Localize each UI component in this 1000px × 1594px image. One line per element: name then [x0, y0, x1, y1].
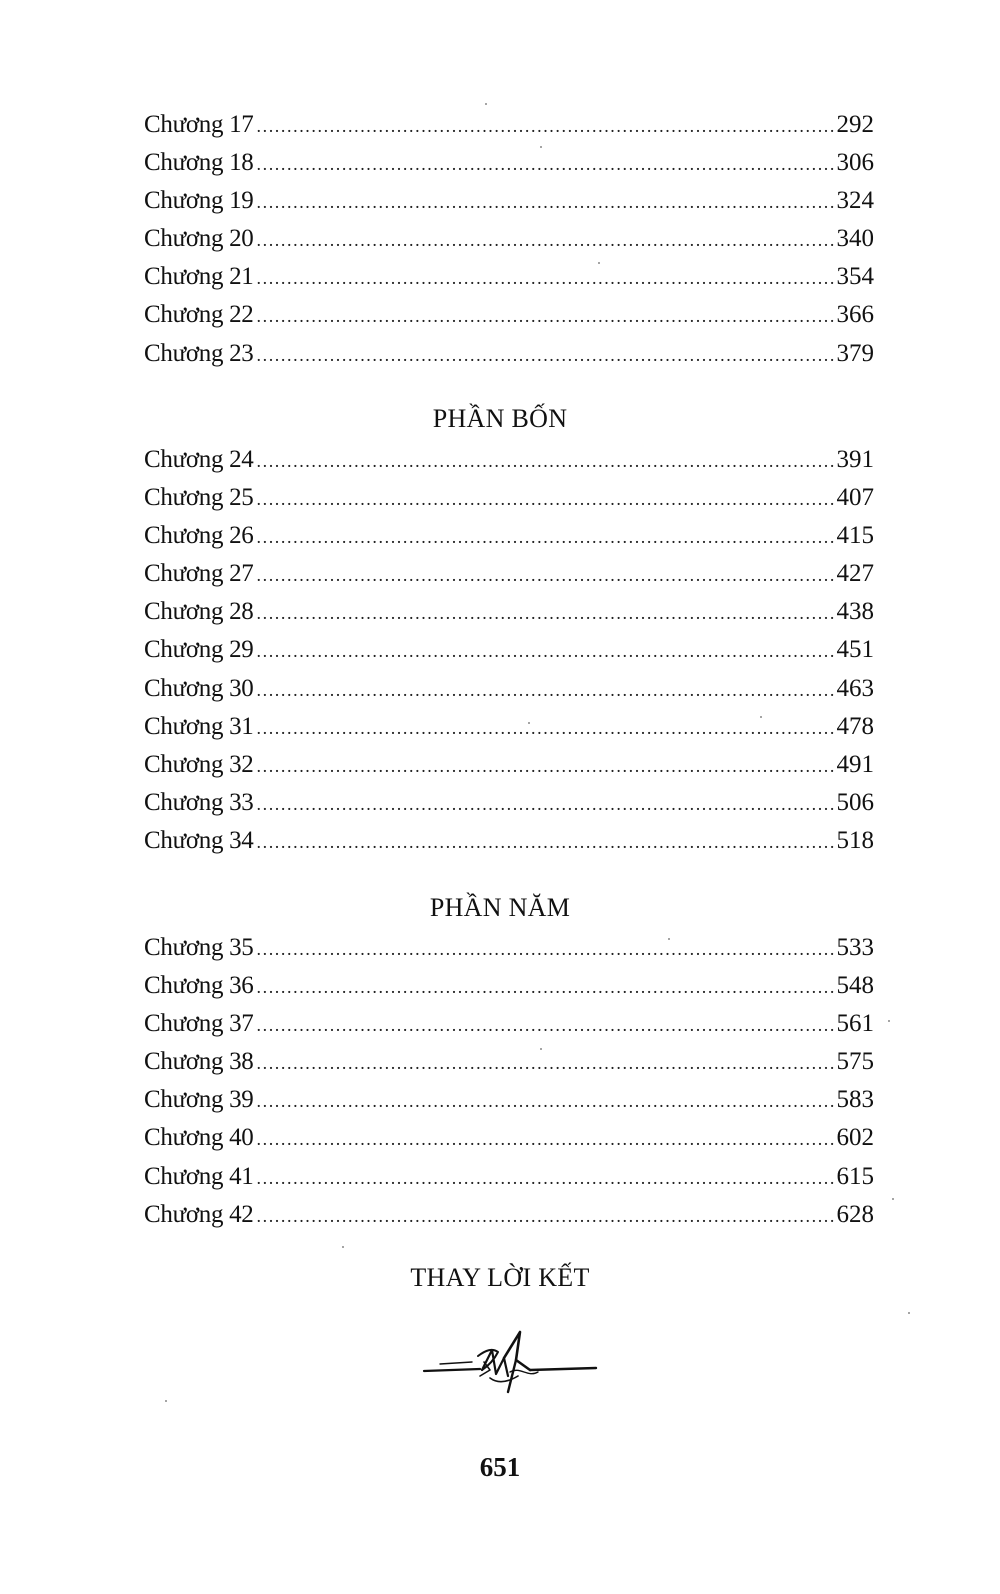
toc-entry[interactable] [144, 258, 874, 296]
toc-entry[interactable] [144, 517, 874, 555]
dot-leader [257, 221, 835, 259]
toc-entry-page: 427 [836, 560, 874, 588]
toc-entry[interactable] [144, 929, 874, 967]
toc-entry-page: 506 [836, 788, 874, 816]
toc-entry-page: 615 [836, 1162, 874, 1190]
dot-leader [257, 145, 835, 183]
toc-entry-label: Chương 32 [144, 750, 254, 778]
dot-leader [257, 1197, 835, 1235]
toc-entry[interactable] [144, 670, 874, 708]
dot-leader [257, 183, 835, 221]
toc-entry[interactable] [144, 335, 874, 373]
ornament-signature-icon [420, 1326, 600, 1396]
toc-entry[interactable] [144, 746, 874, 784]
toc-entry-label: Chương 40 [144, 1124, 254, 1152]
toc-entry-page: 306 [836, 149, 874, 177]
scan-speck [165, 1400, 167, 1402]
dot-leader [257, 785, 835, 823]
toc-entry[interactable] [144, 784, 874, 822]
toc-entry-page: 438 [836, 598, 874, 626]
toc-entry-label: Chương 25 [144, 484, 254, 512]
dot-leader [257, 632, 835, 670]
toc-part-four-list [144, 441, 874, 860]
toc-entry-label: Chương 28 [144, 598, 254, 626]
toc-entry-page: 548 [836, 972, 874, 1000]
dot-leader [257, 518, 835, 556]
dot-leader [257, 336, 835, 374]
toc-entry-label: Chương 39 [144, 1086, 254, 1114]
dot-leader [257, 259, 835, 297]
scan-speck [668, 938, 670, 940]
toc-entry-page: 354 [836, 263, 874, 291]
toc-entry-page: 366 [836, 301, 874, 329]
toc-entry-label: Chương 37 [144, 1010, 254, 1038]
toc-part-five-list [144, 929, 874, 1234]
toc-entry[interactable] [144, 822, 874, 860]
dot-leader [257, 1044, 835, 1082]
toc-entry-page: 292 [836, 111, 874, 138]
dot-leader [257, 1082, 835, 1120]
dot-leader [257, 709, 835, 747]
scan-speck [342, 1246, 344, 1248]
toc-entry-page: 478 [836, 712, 874, 740]
toc-entry-page: 415 [836, 522, 874, 550]
toc-entry-label: Chương 33 [144, 788, 254, 816]
toc-entry-page: 602 [836, 1124, 874, 1152]
page-number: 651 [479, 1452, 521, 1482]
toc-entry-label: Chương 36 [144, 972, 254, 1000]
toc-entry-page: 324 [836, 187, 874, 215]
toc-entry-label: Chương 27 [144, 560, 254, 588]
toc-entry-label: Chương 24 [144, 446, 254, 473]
toc-entry-label: Chương 35 [144, 934, 254, 961]
scan-speck [485, 103, 487, 105]
toc-entry[interactable] [144, 182, 874, 220]
toc-entry[interactable] [144, 1081, 874, 1119]
toc-entry[interactable] [144, 479, 874, 517]
toc-entry[interactable] [144, 967, 874, 1005]
scan-speck [540, 146, 542, 148]
toc-entry-label: Chương 42 [144, 1200, 254, 1228]
dot-leader [257, 442, 835, 480]
toc-entry[interactable] [144, 593, 874, 631]
toc-entry[interactable] [144, 296, 874, 334]
toc-entry-label: Chương 22 [144, 301, 254, 329]
toc-entry[interactable] [144, 220, 874, 258]
toc-entry-label: Chương 26 [144, 522, 254, 550]
afterword-heading: THAY LỜI KẾT [410, 1263, 590, 1292]
toc-entry-label: Chương 21 [144, 263, 254, 291]
toc-entry[interactable] [144, 1158, 874, 1196]
dot-leader [257, 747, 835, 785]
dot-leader [257, 594, 835, 632]
toc-entry[interactable] [144, 144, 874, 182]
toc-entry-label: Chương 41 [144, 1162, 254, 1190]
dot-leader [257, 930, 835, 968]
toc-entry-page: 628 [836, 1200, 874, 1228]
dot-leader [257, 1159, 835, 1197]
toc-entry-label: Chương 30 [144, 674, 254, 702]
scan-speck [760, 716, 762, 718]
toc-entry-page: 407 [836, 484, 874, 512]
toc-entry[interactable] [144, 708, 874, 746]
toc-entry[interactable] [144, 1196, 874, 1234]
toc-entry[interactable] [144, 441, 874, 479]
scan-speck [908, 1312, 910, 1314]
toc-entry-label: Chương 18 [144, 149, 254, 177]
toc-entry-page: 575 [836, 1048, 874, 1076]
toc-entry[interactable] [144, 631, 874, 669]
toc-entry-label: Chương 34 [144, 826, 254, 854]
dot-leader [257, 1120, 835, 1158]
scan-speck [528, 722, 530, 724]
toc-entry-page: 583 [836, 1086, 874, 1114]
toc-entry-label: Chương 17 [144, 111, 254, 138]
toc-entry-page: 391 [836, 446, 874, 473]
dot-leader [257, 297, 835, 335]
toc-entry-label: Chương 29 [144, 636, 254, 664]
toc-entry-page: 379 [836, 339, 874, 367]
toc-entry-page: 340 [836, 225, 874, 253]
toc-entry-page: 518 [836, 826, 874, 854]
dot-leader [257, 968, 835, 1006]
toc-entry[interactable] [144, 1005, 874, 1043]
toc-part-three-list [144, 106, 874, 373]
toc-entry[interactable] [144, 555, 874, 593]
toc-entry-label: Chương 38 [144, 1048, 254, 1076]
toc-entry-label: Chương 31 [144, 712, 254, 740]
toc-entry-page: 533 [836, 934, 874, 961]
dot-leader [257, 823, 835, 861]
dot-leader [257, 556, 835, 594]
toc-entry[interactable] [144, 106, 874, 144]
scan-speck [888, 1020, 890, 1022]
scan-speck [598, 262, 600, 264]
toc-entry-page: 561 [836, 1010, 874, 1038]
toc-entry-label: Chương 19 [144, 187, 254, 215]
toc-entry-label: Chương 20 [144, 225, 254, 253]
toc-entry-page: 491 [836, 750, 874, 778]
toc-entry[interactable] [144, 1119, 874, 1157]
part-five-heading: PHẦN NĂM [429, 893, 571, 922]
dot-leader [257, 1006, 835, 1044]
toc-entry-label: Chương 23 [144, 339, 254, 367]
scan-speck [540, 1048, 542, 1050]
part-four-heading: PHẦN BỐN [432, 404, 568, 433]
toc-entry[interactable] [144, 1043, 874, 1081]
dot-leader [257, 671, 835, 709]
toc-entry-page: 463 [836, 674, 874, 702]
dot-leader [257, 480, 835, 518]
toc-entry-page: 451 [836, 636, 874, 664]
dot-leader [257, 107, 835, 145]
scan-speck [892, 1198, 894, 1200]
